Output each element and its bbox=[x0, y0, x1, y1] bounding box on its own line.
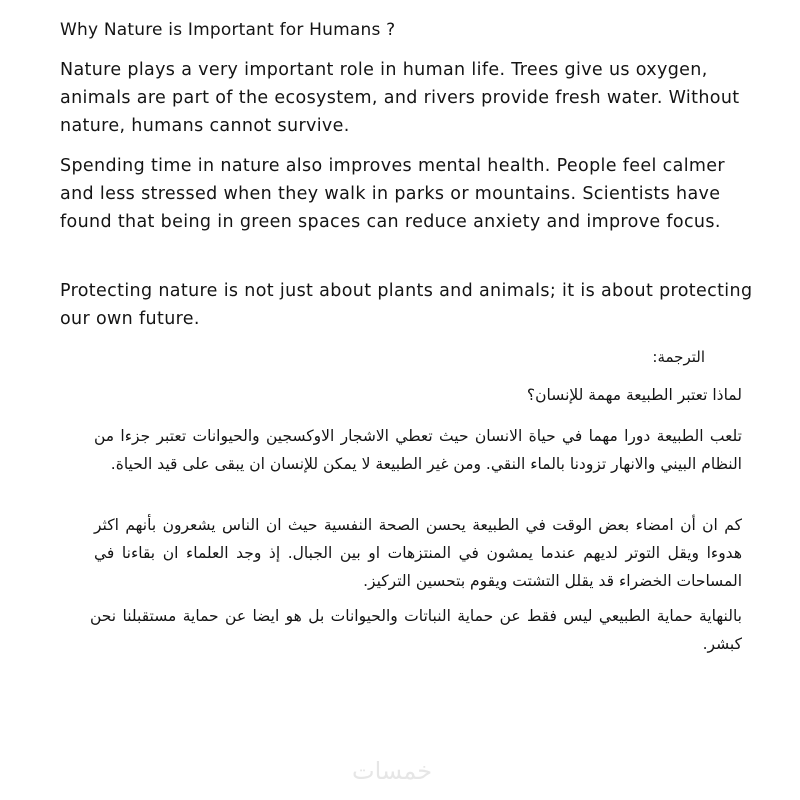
english-paragraph-1: Nature plays a very important role in human life. Trees give us oxygen, animals are part of the ecosystem, and rivers provide fresh water. Without nature, humans cannot survive. bbox=[60, 60, 740, 136]
arabic-paragraph-3: بالنهاية حماية الطبيعي ليس فقط عن حماية النباتات والحيوانات بل هو ايضا عن حماية مستقبلنا نحن كبشر. bbox=[90, 607, 742, 653]
english-paragraph-2: Spending time in nature also improves mental health. People feel calmer and less stressed when they walk in parks or mountains. Scientists have found that being in green spaces can reduce anxiety and improve focus. bbox=[60, 156, 725, 232]
arabic-paragraph-2: كم ان أن امضاء بعض الوقت في الطبيعة يحسن الصحة النفسية حيث ان الناس يشعرون بأنهم اكثر هدوءا ويقل التوتر لديهم عندما يمشون في المنتزهات او بين الجبال. إذ وجد العلماء ان بقاءنا في المساحات الخضراء قد يقلل التشتت ويقوم بتحسين التركيز. bbox=[94, 516, 742, 590]
arabic-title: لماذا تعتبر الطبيعة مهمة للإنسان؟ bbox=[526, 386, 742, 404]
english-title: Why Nature is Important for Humans ? bbox=[60, 20, 396, 40]
translation-label: الترجمة: bbox=[652, 348, 705, 366]
watermark-logo: خمسات bbox=[352, 757, 433, 785]
english-paragraph-3: Protecting nature is not just about plants and animals; it is about protecting our own future. bbox=[60, 281, 753, 329]
arabic-paragraph-1: تلعب الطبيعة دورا مهما في حياة الانسان حيث تعطي الاشجار الاوكسجين والحيوانات تعتبر جزءا من النظام البيني والانهار تزودنا بالماء النقي. ومن غير الطبيعة لا يمكن للإنسان ان يبقى على قيد الحياة. bbox=[94, 427, 742, 473]
